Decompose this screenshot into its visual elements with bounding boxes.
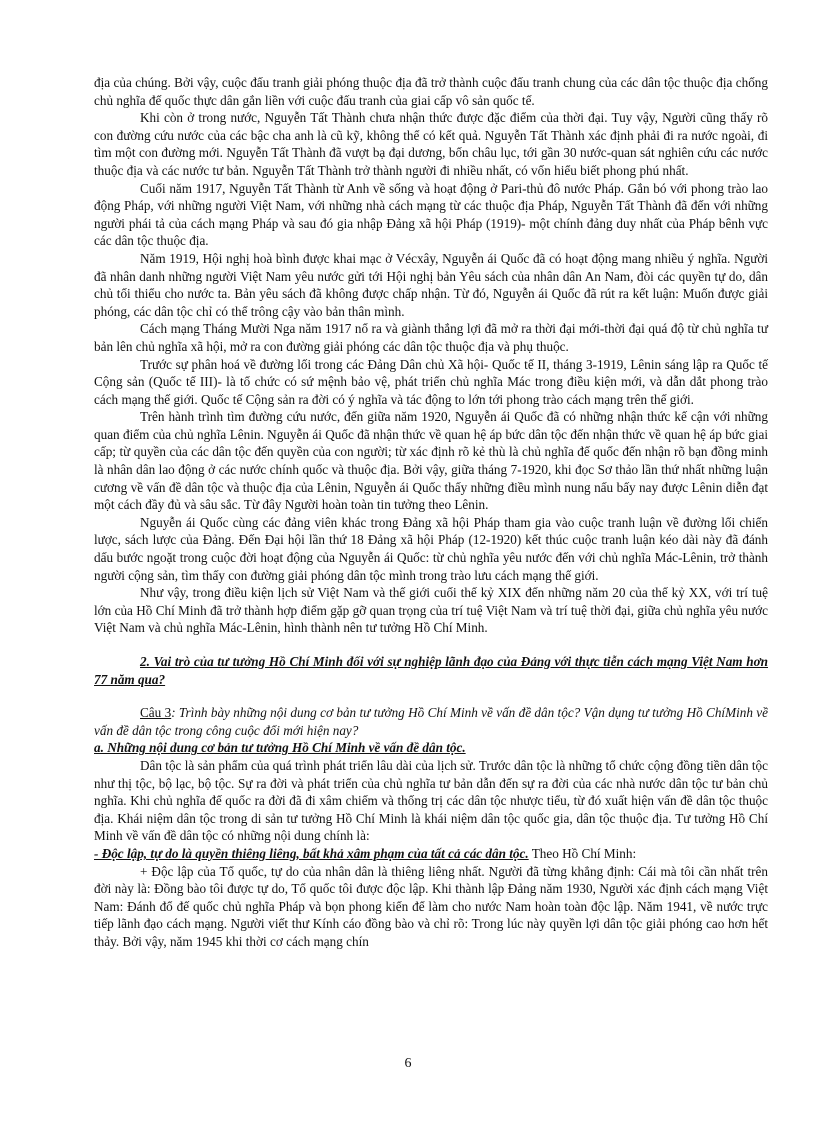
document-page bbox=[94, 74, 768, 951]
paragraph: Như vậy, trong điều kiện lịch sử Việt Nam và thế giới cuối thế kỷ XIX đến những năm 20 của thế kỷ XX, với trí tuệ lớn của Hồ Chí Minh đã trở thành hợp điểm gặp gỡ quan trọng của trí tuệ Việt Nam và trí tuệ thời đại, giữa chủ nghĩa yêu nước Việt Nam và chủ nghĩa Mác-Lênin, hình thành nên tư tưởng Hồ Chí Minh. bbox=[94, 585, 768, 636]
page-number: 6 bbox=[404, 1056, 412, 1071]
point-1-bold: - Độc lập, tự do là quyền thiêng liêng, bất khả xâm phạm của tất cả các dân tộc. bbox=[94, 845, 529, 861]
paragraph: địa của chúng. Bởi vậy, cuộc đấu tranh giải phóng thuộc địa đã trở thành cuộc đấu tranh chung của các dân tộc thuộc địa chống chủ nghĩa đế quốc thực dân gắn liền với cuộc đấu tranh của giai cấp vô sản quốc tế. bbox=[94, 75, 768, 108]
paragraph: Cuối năm 1917, Nguyễn Tất Thành từ Anh về sống và hoạt động ở Pari-thủ đô nước Pháp. Gắn bó với phong trào lao động Pháp, với những người Việt Nam, với những nhà cách mạng từ các thuộc địa Pháp, Nguyễn Tất Thành đã đến với những người phái tả của cách mạng Pháp và sau đó gia nhập Đảng xã hội Pháp (1919)- một chính đảng duy nhất của Pháp bênh vực các dân tộc thuộc địa. bbox=[94, 180, 768, 249]
spacer bbox=[94, 688, 768, 704]
point-1 bbox=[94, 845, 768, 863]
spacer bbox=[94, 637, 768, 653]
paragraph: Năm 1919, Hội nghị hoà bình được khai mạc ở Vécxây, Nguyễn ái Quốc đã có hoạt động mang nhiều ý nghĩa. Người đã nhân danh những người Việt Nam yêu nước gửi tới Hội nghị bản Yêu sách của nhân dân An Nam, đòi các quyền tự do, dân chủ tối thiểu cho nước ta. Bản yêu sách đã không được chấp nhận. Từ đó, Nguyễn ái Quốc đã rút ra kết luận: Muốn được giải phóng, các dân tộc chỉ có thể trông cậy vào bản thân mình. bbox=[94, 250, 768, 319]
question-text: : Trình bày những nội dung cơ bản tư tưởng Hồ Chí Minh về vấn đề dân tộc? Vận dụng tư tưởng Hồ ChíMinh về vấn đề dân tộc trong công cuộc đổi mới hiện nay? bbox=[94, 705, 768, 738]
paragraph: Khi còn ở trong nước, Nguyễn Tất Thành chưa nhận thức được đặc điểm của thời đại. Tuy vậy, Người cũng thấy rõ con đường cứu nước của các bậc cha anh là cũ kỹ, không thể có kết quả. Nguyễn Tất Thành xác định phải đi ra nước ngoài, đi tìm một con đường mới. Nguyễn Tất Thành đã vượt bạ đại dương, bốn châu lục, tới gần 30 nước-quan sát nghiên cứu các nước thuộc địa và các nước tư bản. Nguyễn Tất Thành trở thành người đi nhiều nhất, có vốn hiểu biết phong phú nhất. bbox=[94, 110, 768, 178]
paragraph: Trên hành trình tìm đường cứu nước, đến giữa năm 1920, Nguyễn ái Quốc đã có những nhận thức kế cận với những quan điểm của chủ nghĩa Lênin. Nguyễn ái Quốc đã nhận thức về quan hệ áp bức dân tộc đến nhận thức về quan hệ áp bức giai cấp; từ quyền của các dân tộc đến quyền của con người; từ xác định rõ kẻ thù là chủ nghĩa đế quốc đến nhận rõ bạn đồng minh là nhân dân lao động ở các nước chính quốc và thuộc địa. Bởi vậy, giữa tháng 7-1920, khi đọc Sơ thảo lần thứ nhất những luận cương về vấn đề dân tộc và thuộc địa của Lênin, Nguyễn ái Quốc thấy những điều mình nung nấu bấy nay được Lênin diễn đạt một cách đầy đủ và sâu sắc. Từ đây Người hoàn toàn tin tưởng theo Lênin. bbox=[94, 409, 768, 513]
question-3 bbox=[94, 704, 768, 739]
paragraph: Dân tộc là sản phẩm của quá trình phát triển lâu dài của lịch sử. Trước dân tộc là những tổ chức cộng đồng tiền dân tộc như thị tộc, bộ lạc, bộ tộc. Sự ra đời và phát triển của chủ nghĩa tư bản dẫn đến sự ra đời của các nhà nước dân tộc tư bản chủ nghĩa. Khi chủ nghĩa đế quốc ra đời đã đi xâm chiếm và thống trị các dân tộc nhược tiểu, từ đó xuất hiện vấn đề dân tộc thuộc địa. Khái niệm dân tộc trong di sản tư tưởng Hồ Chí Minh là khái niệm dân tộc quốc gia, dân tộc thuộc địa. Tư tưởng Hồ Chí Minh về vấn đề dân tộc có những nội dung chính là: bbox=[94, 757, 768, 844]
paragraph: Cách mạng Tháng Mười Nga năm 1917 nổ ra và giành thắng lợi đã mở ra thời đại mới-thời đại quá độ từ chủ nghĩa tư bản lên chủ nghĩa xã hội, mở ra con đường giải phóng các dân tộc thuộc địa và phụ thuộc. bbox=[94, 321, 768, 354]
paragraph: + Độc lập của Tổ quốc, tự do của nhân dân là thiêng liêng nhất. Người đã từng khẳng định: Cái mà tôi cần nhất trên đời này là: Đồng bào tôi được tự do, Tổ quốc tôi được độc lập. Khi thành lập Đảng năm 1930, Người xác định cách mạng Việt Nam: Đánh đổ đế quốc chủ nghĩa Pháp và bọn phong kiến để làm cho nước Nam hoàn toàn độc lập. Năm 1941, về nước trực tiếp lãnh đạo cách mạng. Người viết thư Kính cáo đồng bào và chỉ rõ: Trong lúc này quyền lợi dân tộc giải phóng cao hơn hết thảy. Bởi vậy, năm 1945 khi thời cơ cách mạng chín bbox=[94, 863, 768, 949]
subheading-a: a. Những nội dung cơ bản tư tưởng Hồ Chí Minh về vấn đề dân tộc. bbox=[94, 740, 466, 756]
section-heading: 2. Vai trò của tư tưởng Hồ Chí Minh đối với sự nghiệp lãnh đạo của Đảng với thực tiễn cách mạng Việt Nam hơn 77 năm qua? bbox=[94, 654, 768, 687]
question-label: Câu 3 bbox=[140, 705, 172, 721]
point-1-rest: Theo Hồ Chí Minh: bbox=[528, 845, 637, 861]
paragraph: Nguyễn ái Quốc cùng các đảng viên khác trong Đảng xã hội Pháp tham gia vào cuộc tranh luận về đường lối chiến lược, sách lược của Đảng. Đến Đại hội lần thứ 18 Đảng xã hội Pháp (12-1920) kết thúc cuộc tranh luận kéo dài này đã đánh dấu bước ngoặt trong cuộc đời hoạt động của Nguyễn ái Quốc: từ chủ nghĩa yêu nước đến với chủ nghĩa Mác-Lênin, trở thành người cộng sản, tìm thấy con đường giải phóng dân tộc mình trong trào lưu cách mạng thế giới. bbox=[94, 514, 768, 583]
paragraph: Trước sự phân hoá về đường lối trong các Đảng Dân chủ Xã hội- Quốc tế II, tháng 3-1919, Lênin sáng lập ra Quốc tế Cộng sản (Quốc tế III)- là tổ chức có sứ mệnh bảo vệ, phát triển chủ nghĩa Mác trong điều kiện mới, và dẫn dắt phong trào cách mạng thế giới. Quốc tế Cộng sản ra đời có ý nghĩa và tác động to lớn tới phong trào cách mạng trên thế giới. bbox=[94, 356, 768, 407]
